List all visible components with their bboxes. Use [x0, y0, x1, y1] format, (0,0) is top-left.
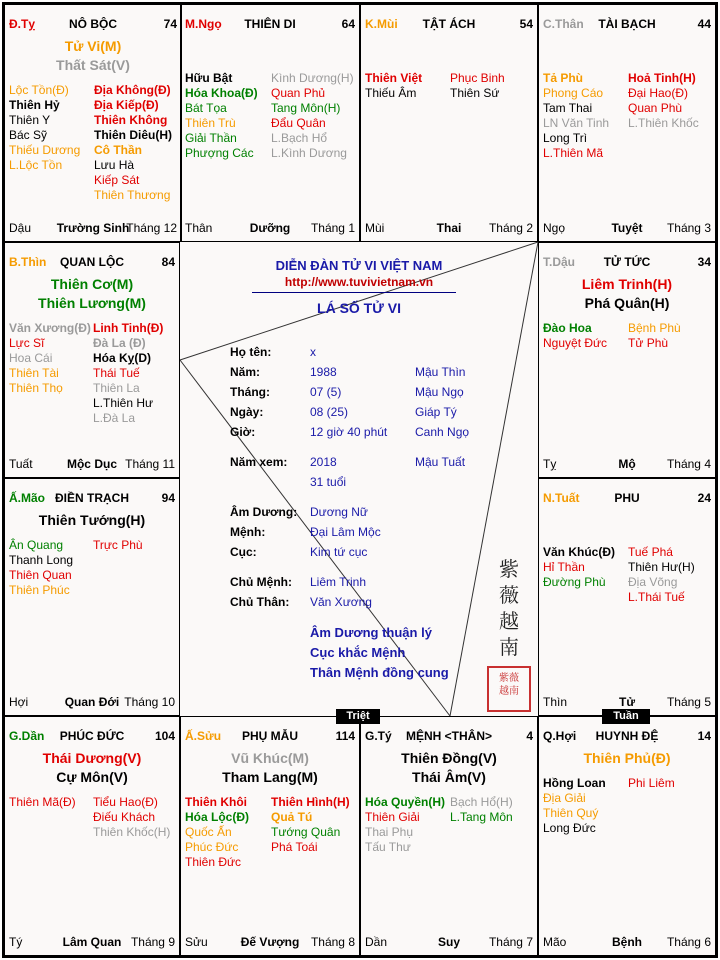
branch-label: Hợi — [9, 695, 29, 709]
month-label: Tháng 1 — [310, 221, 355, 235]
minor-star: Văn Xương(Đ) — [9, 321, 91, 335]
minor-star: Thiên Đức — [185, 855, 242, 869]
minor-star: Thiên Không — [94, 113, 168, 127]
palace-age: 74 — [163, 17, 177, 31]
palace-stem: K.Mùi — [365, 17, 398, 31]
minor-star: Thiên Quý — [543, 806, 599, 820]
palace-footer — [543, 935, 711, 949]
palace-hoi[interactable] — [538, 716, 716, 956]
life-stage: Quan Đới — [64, 695, 120, 709]
minor-star: Thiên Diêu(H) — [94, 128, 172, 142]
palace-header — [543, 491, 711, 507]
minor-star: Thiên Trù — [185, 116, 236, 130]
minor-star: Hỉ Thần — [543, 560, 585, 574]
main-star: Thiên Đồng(V) — [401, 750, 497, 766]
palace-footer — [185, 935, 355, 949]
minor-star: L.Tang Môn — [450, 810, 513, 824]
palace-stem: Ấ.Sửu — [185, 729, 222, 743]
palace-age: 114 — [335, 729, 355, 743]
minor-star: Hữu Bật — [185, 71, 233, 85]
month-label: Tháng 8 — [310, 935, 355, 949]
palace-mui[interactable] — [360, 4, 538, 242]
palace-name: TÀI BẠCH — [598, 17, 656, 31]
palace-footer — [365, 221, 533, 235]
palace-than[interactable] — [538, 4, 716, 242]
minor-star: Thiên Y — [9, 113, 51, 127]
minor-star: Phong Cáo — [543, 86, 604, 100]
palace-dan[interactable] — [4, 716, 180, 956]
life-stage: Tuyệt — [611, 221, 643, 235]
info-label: Ngày: — [230, 405, 264, 419]
minor-star: LN Văn Tinh — [543, 116, 610, 130]
info-value-can-chi: Mậu Ngọ — [415, 385, 464, 399]
minor-star: Kình Dương(H) — [271, 71, 354, 85]
month-label: Tháng 11 — [125, 457, 175, 471]
palace-header — [365, 729, 533, 745]
minor-star: Địa Không(Đ) — [94, 83, 171, 97]
palace-mao[interactable] — [4, 478, 180, 716]
palace-ty[interactable] — [4, 4, 182, 242]
info-label: Chủ Thân: — [230, 595, 290, 609]
branch-label: Thìn — [543, 695, 568, 709]
palace-dau[interactable] — [538, 242, 716, 478]
info-value-can-chi: Mậu Tuất — [415, 455, 466, 469]
minor-star: Tiểu Hao(Đ) — [93, 795, 158, 809]
palace-name: QUAN LỘC — [60, 255, 124, 269]
palace-stem: N.Tuất — [543, 491, 580, 505]
info-label: Năm xem: — [230, 455, 288, 469]
minor-star: Đại Hao(Đ) — [628, 86, 689, 100]
minor-star: Trực Phù — [93, 538, 143, 552]
palace-name: TỬ TỨC — [603, 255, 651, 269]
minor-star: Bác Sỹ — [9, 128, 48, 142]
minor-star: L.Bạch Hổ — [271, 131, 328, 145]
minor-star: Phượng Các — [185, 146, 254, 160]
life-stage: Lâm Quan — [62, 935, 122, 949]
month-label: Tháng 4 — [666, 457, 711, 471]
minor-star: Thiên Thương — [94, 188, 171, 202]
palace-header — [365, 17, 533, 33]
forum-title: DIỄN ĐÀN TỬ VI VIỆT NAM — [275, 258, 443, 273]
minor-star: Hóa Quyền(H) — [365, 795, 446, 809]
palace-footer — [9, 935, 175, 949]
minor-star: Quan Phủ — [271, 86, 326, 100]
palace-age: 44 — [697, 17, 711, 31]
life-stage: Suy — [437, 935, 460, 949]
minor-star: L.Thiên Mã — [543, 146, 604, 160]
minor-star: Thiên Giải — [365, 810, 420, 824]
palace-footer — [365, 935, 533, 949]
minor-star: Cô Thần — [94, 143, 142, 157]
minor-star: Thái Tuế — [93, 366, 140, 380]
palace-name: PHÚC ĐỨC — [59, 729, 125, 743]
branch-label: Tuất — [9, 457, 33, 471]
palace-age: 94 — [161, 491, 175, 505]
minor-star: Thiên Hình(H) — [271, 795, 350, 809]
minor-star: Tam Thai — [543, 101, 593, 115]
minor-star: Phá Toái — [271, 840, 318, 854]
branch-label: Ngọ — [543, 221, 566, 235]
month-label: Tháng 6 — [666, 935, 711, 949]
center-info — [180, 240, 538, 716]
summary-note: Cục khắc Mệnh — [310, 645, 406, 660]
info-value: 07 (5) — [310, 385, 342, 399]
palace-name: TẬT ÁCH — [422, 17, 476, 31]
minor-star: Thiên Khôi — [185, 795, 247, 809]
minor-star: Thiên Việt — [365, 71, 423, 85]
palace-age: 4 — [526, 729, 533, 743]
minor-star: Bệnh Phù — [628, 321, 681, 335]
tuan-tag: Tuần — [602, 709, 650, 724]
info-label: Năm: — [230, 365, 261, 379]
branch-label: Dần — [365, 935, 388, 949]
minor-star: Nguyệt Đức — [543, 336, 608, 350]
palace-tyy[interactable] — [360, 716, 538, 956]
palace-stem: B.Thìn — [9, 255, 47, 269]
palace-name: NÔ BỘC — [69, 17, 117, 31]
main-star: Phá Quân(H) — [584, 295, 670, 311]
month-label: Tháng 9 — [130, 935, 175, 949]
palace-age: 24 — [697, 491, 711, 505]
info-value: Dương Nữ — [310, 505, 368, 519]
minor-star: Tang Môn(H) — [271, 101, 341, 115]
minor-star: Thai Phụ — [365, 825, 414, 839]
main-star: Thất Sát(V) — [56, 57, 130, 73]
month-label: Tháng 2 — [488, 221, 533, 235]
minor-star: Hóa Lộc(Đ) — [185, 810, 249, 824]
branch-label: Mùi — [365, 221, 385, 235]
info-value: 31 tuổi — [310, 475, 347, 489]
minor-star: L.Lộc Tồn — [9, 158, 63, 172]
palace-footer — [9, 695, 175, 709]
info-value-can-chi: Giáp Tý — [415, 405, 457, 419]
palace-name: PHỤ MẪU — [242, 729, 298, 743]
palace-tuat[interactable] — [538, 478, 716, 716]
minor-star: Địa Giải — [543, 791, 586, 805]
main-star: Thái Dương(V) — [42, 750, 142, 766]
minor-star: Long Đức — [543, 821, 596, 835]
month-label: Tháng 3 — [666, 221, 711, 235]
life-stage: Đế Vượng — [240, 935, 300, 949]
minor-star: Thiếu Dương — [9, 143, 81, 157]
palace-name: MỆNH <THÂN> — [405, 729, 492, 743]
minor-star: Thiếu Âm — [365, 86, 417, 100]
minor-star: Hoả Tinh(H) — [628, 71, 696, 85]
minor-star: Thanh Long — [9, 553, 74, 567]
minor-star: Đẩu Quân — [271, 116, 326, 130]
forum-url[interactable]: http://www.tuvivietnam.vn — [284, 275, 434, 289]
minor-star: Thiên Phúc — [9, 583, 70, 597]
minor-star: Thiên Sứ — [450, 86, 500, 100]
minor-star: Tấu Thư — [365, 840, 411, 854]
birth-info — [180, 240, 538, 716]
branch-label: Thân — [185, 221, 213, 235]
palace-footer — [543, 221, 711, 235]
palace-header — [9, 729, 175, 745]
triet-tag: Triệt — [336, 709, 380, 724]
info-label: Họ tên: — [230, 345, 272, 359]
life-stage: Tử — [618, 695, 636, 709]
main-star: Thiên Tướng(H) — [38, 512, 146, 528]
main-star: Cự Môn(V) — [56, 769, 128, 785]
palace-stem: G.Dần — [9, 729, 45, 743]
minor-star: L.Thiên Khốc — [628, 116, 699, 130]
info-label: Tháng: — [230, 385, 270, 399]
info-value: 1988 — [310, 365, 337, 379]
info-value: 2018 — [310, 455, 337, 469]
minor-star: L.Đà La — [93, 411, 136, 425]
chart-title: LÁ SỐ TỬ VI — [317, 300, 401, 316]
minor-star: Bạch Hổ(H) — [450, 795, 513, 809]
minor-star: L.Thiên Hư — [93, 396, 154, 410]
summary-note: Thân Mệnh đồng cung — [310, 665, 449, 680]
info-value-can-chi: Canh Ngọ — [415, 425, 470, 439]
minor-star: Tử Phù — [628, 336, 669, 350]
minor-star: Lưu Hà — [94, 158, 135, 172]
palace-header — [9, 255, 175, 271]
minor-star: Thiên Thọ — [9, 381, 63, 395]
minor-star: Phục Binh — [450, 71, 505, 85]
month-label: Tháng 10 — [124, 695, 175, 709]
minor-star: Quan Phù — [628, 101, 683, 115]
main-star: Liêm Trinh(H) — [581, 276, 673, 292]
minor-star: Phúc Đức — [185, 840, 239, 854]
life-stage: Thai — [436, 221, 462, 235]
main-star: Thiên Lương(M) — [38, 295, 146, 311]
info-label: Mệnh: — [230, 525, 266, 539]
red-seal: 紫薇 越南 — [487, 666, 531, 712]
minor-star: Thiên Tài — [9, 366, 59, 380]
month-label: Tháng 5 — [666, 695, 711, 709]
month-label: Tháng 7 — [488, 935, 533, 949]
palace-footer — [185, 221, 355, 235]
info-value: Đại Lâm Mộc — [310, 525, 381, 539]
palace-name: HUYNH ĐỆ — [595, 729, 659, 743]
palace-name: PHU — [614, 491, 640, 505]
branch-label: Sửu — [185, 935, 208, 949]
month-label: Tháng 12 — [126, 221, 177, 235]
palace-name: THIÊN DI — [244, 17, 296, 31]
minor-star: Tuế Phá — [628, 545, 673, 559]
palace-header — [185, 729, 355, 745]
branch-label: Tý — [9, 935, 23, 949]
palace-ngo[interactable] — [180, 4, 360, 242]
life-stage: Dưỡng — [249, 221, 291, 235]
minor-star: Ân Quang — [9, 538, 64, 552]
minor-star: Thiên Hư(H) — [628, 560, 695, 574]
minor-star: Giải Thần — [185, 131, 237, 145]
info-value: 08 (25) — [310, 405, 349, 419]
palace-stem: M.Ngọ — [185, 17, 222, 31]
palace-footer — [9, 221, 177, 235]
life-stage: Mộ — [618, 457, 636, 471]
minor-star: Thiên Quan — [9, 568, 72, 582]
main-star: Thiên Phủ(Đ) — [583, 750, 671, 766]
info-value: Văn Xương — [310, 595, 372, 609]
info-label: Cục: — [230, 545, 257, 559]
life-stage: Mộc Dục — [66, 457, 117, 471]
main-star: Tham Lang(M) — [222, 769, 318, 785]
palace-footer — [9, 457, 175, 471]
minor-star: L.Thái Tuế — [628, 590, 685, 604]
life-stage: Trường Sinh — [56, 221, 130, 235]
info-value: x — [310, 345, 316, 359]
palace-footer — [543, 457, 711, 471]
palace-header — [185, 17, 355, 33]
minor-star: Hoa Cái — [9, 351, 53, 365]
life-stage: Bệnh — [612, 935, 642, 949]
minor-star: Điếu Khách — [93, 810, 156, 824]
palace-stem: Ấ.Mão — [9, 491, 45, 505]
main-star: Tử Vi(M) — [64, 38, 122, 54]
info-value: Kim tứ cục — [310, 545, 368, 559]
branch-label: Tỵ — [543, 457, 557, 471]
palace-footer — [543, 695, 711, 709]
palace-stem: Đ.Tỵ — [9, 17, 36, 31]
info-value: Liêm Trinh — [310, 575, 367, 589]
minor-star: Địa Võng — [628, 575, 678, 589]
minor-star: Hồng Loan — [543, 776, 606, 790]
minor-star: Thiên Hỷ — [9, 98, 60, 112]
minor-star: Văn Khúc(Đ) — [543, 545, 615, 559]
palace-thin[interactable] — [4, 242, 180, 478]
minor-star: Đà La (Đ) — [93, 336, 146, 350]
palace-stem: G.Tý — [365, 729, 392, 743]
minor-star: Đường Phù — [543, 575, 606, 589]
info-value-can-chi: Mậu Thìn — [415, 365, 466, 379]
branch-label: Mão — [543, 935, 567, 949]
palace-age: 64 — [341, 17, 355, 31]
main-star: Vũ Khúc(M) — [231, 750, 309, 766]
minor-star: Địa Kiếp(Đ) — [94, 98, 159, 112]
info-label: Giờ: — [230, 425, 256, 439]
minor-star: Kiếp Sát — [94, 173, 140, 187]
branch-label: Dậu — [9, 221, 32, 235]
palace-age: 104 — [154, 729, 175, 743]
palace-age: 14 — [697, 729, 711, 743]
palace-header — [9, 491, 175, 507]
minor-star: L.Kình Dương — [271, 146, 347, 160]
minor-star: Quốc Ấn — [185, 825, 232, 839]
minor-star: Thiên La — [93, 381, 140, 395]
minor-star: Hóa Khoa(Đ) — [185, 86, 258, 100]
minor-star: Tả Phù — [543, 71, 584, 85]
palace-header — [9, 17, 177, 33]
palace-header — [543, 17, 711, 33]
main-star: Thiên Cơ(M) — [50, 276, 134, 292]
palace-header — [543, 729, 711, 745]
info-label: Âm Dương: — [230, 505, 298, 519]
minor-star: Lực Sĩ — [9, 336, 45, 350]
minor-star: Bát Tọa — [185, 101, 227, 115]
palace-age: 54 — [519, 17, 533, 31]
palace-stem: Q.Hợi — [543, 729, 577, 743]
palace-suu[interactable] — [180, 716, 360, 956]
palace-stem: C.Thân — [543, 17, 584, 31]
minor-star: Hóa Kỵ(D) — [93, 351, 152, 365]
main-star: Thái Âm(V) — [412, 769, 486, 785]
minor-star: Thiên Khốc(H) — [93, 825, 171, 839]
palace-name: ĐIỀN TRẠCH — [55, 491, 129, 505]
vertical-calligraphy: 紫 薇 越 南 — [499, 557, 519, 659]
palace-age: 84 — [161, 255, 175, 269]
minor-star: Long Trì — [543, 131, 588, 145]
palace-age: 34 — [697, 255, 711, 269]
minor-star: Phi Liêm — [628, 776, 675, 790]
minor-star: Thiên Mã(Đ) — [9, 795, 76, 809]
palace-stem: T.Dậu — [543, 255, 576, 269]
minor-star: Tướng Quân — [271, 825, 341, 839]
info-value: 12 giờ 40 phút — [310, 425, 388, 439]
minor-star: Linh Tinh(Đ) — [93, 321, 164, 335]
minor-star: Quả Tú — [271, 810, 313, 824]
summary-note: Âm Dương thuận lý — [310, 625, 432, 640]
info-label: Chủ Mệnh: — [230, 575, 292, 589]
minor-star: Lộc Tồn(Đ) — [9, 83, 69, 97]
palace-header — [543, 255, 711, 271]
minor-star: Đào Hoa — [543, 321, 592, 335]
